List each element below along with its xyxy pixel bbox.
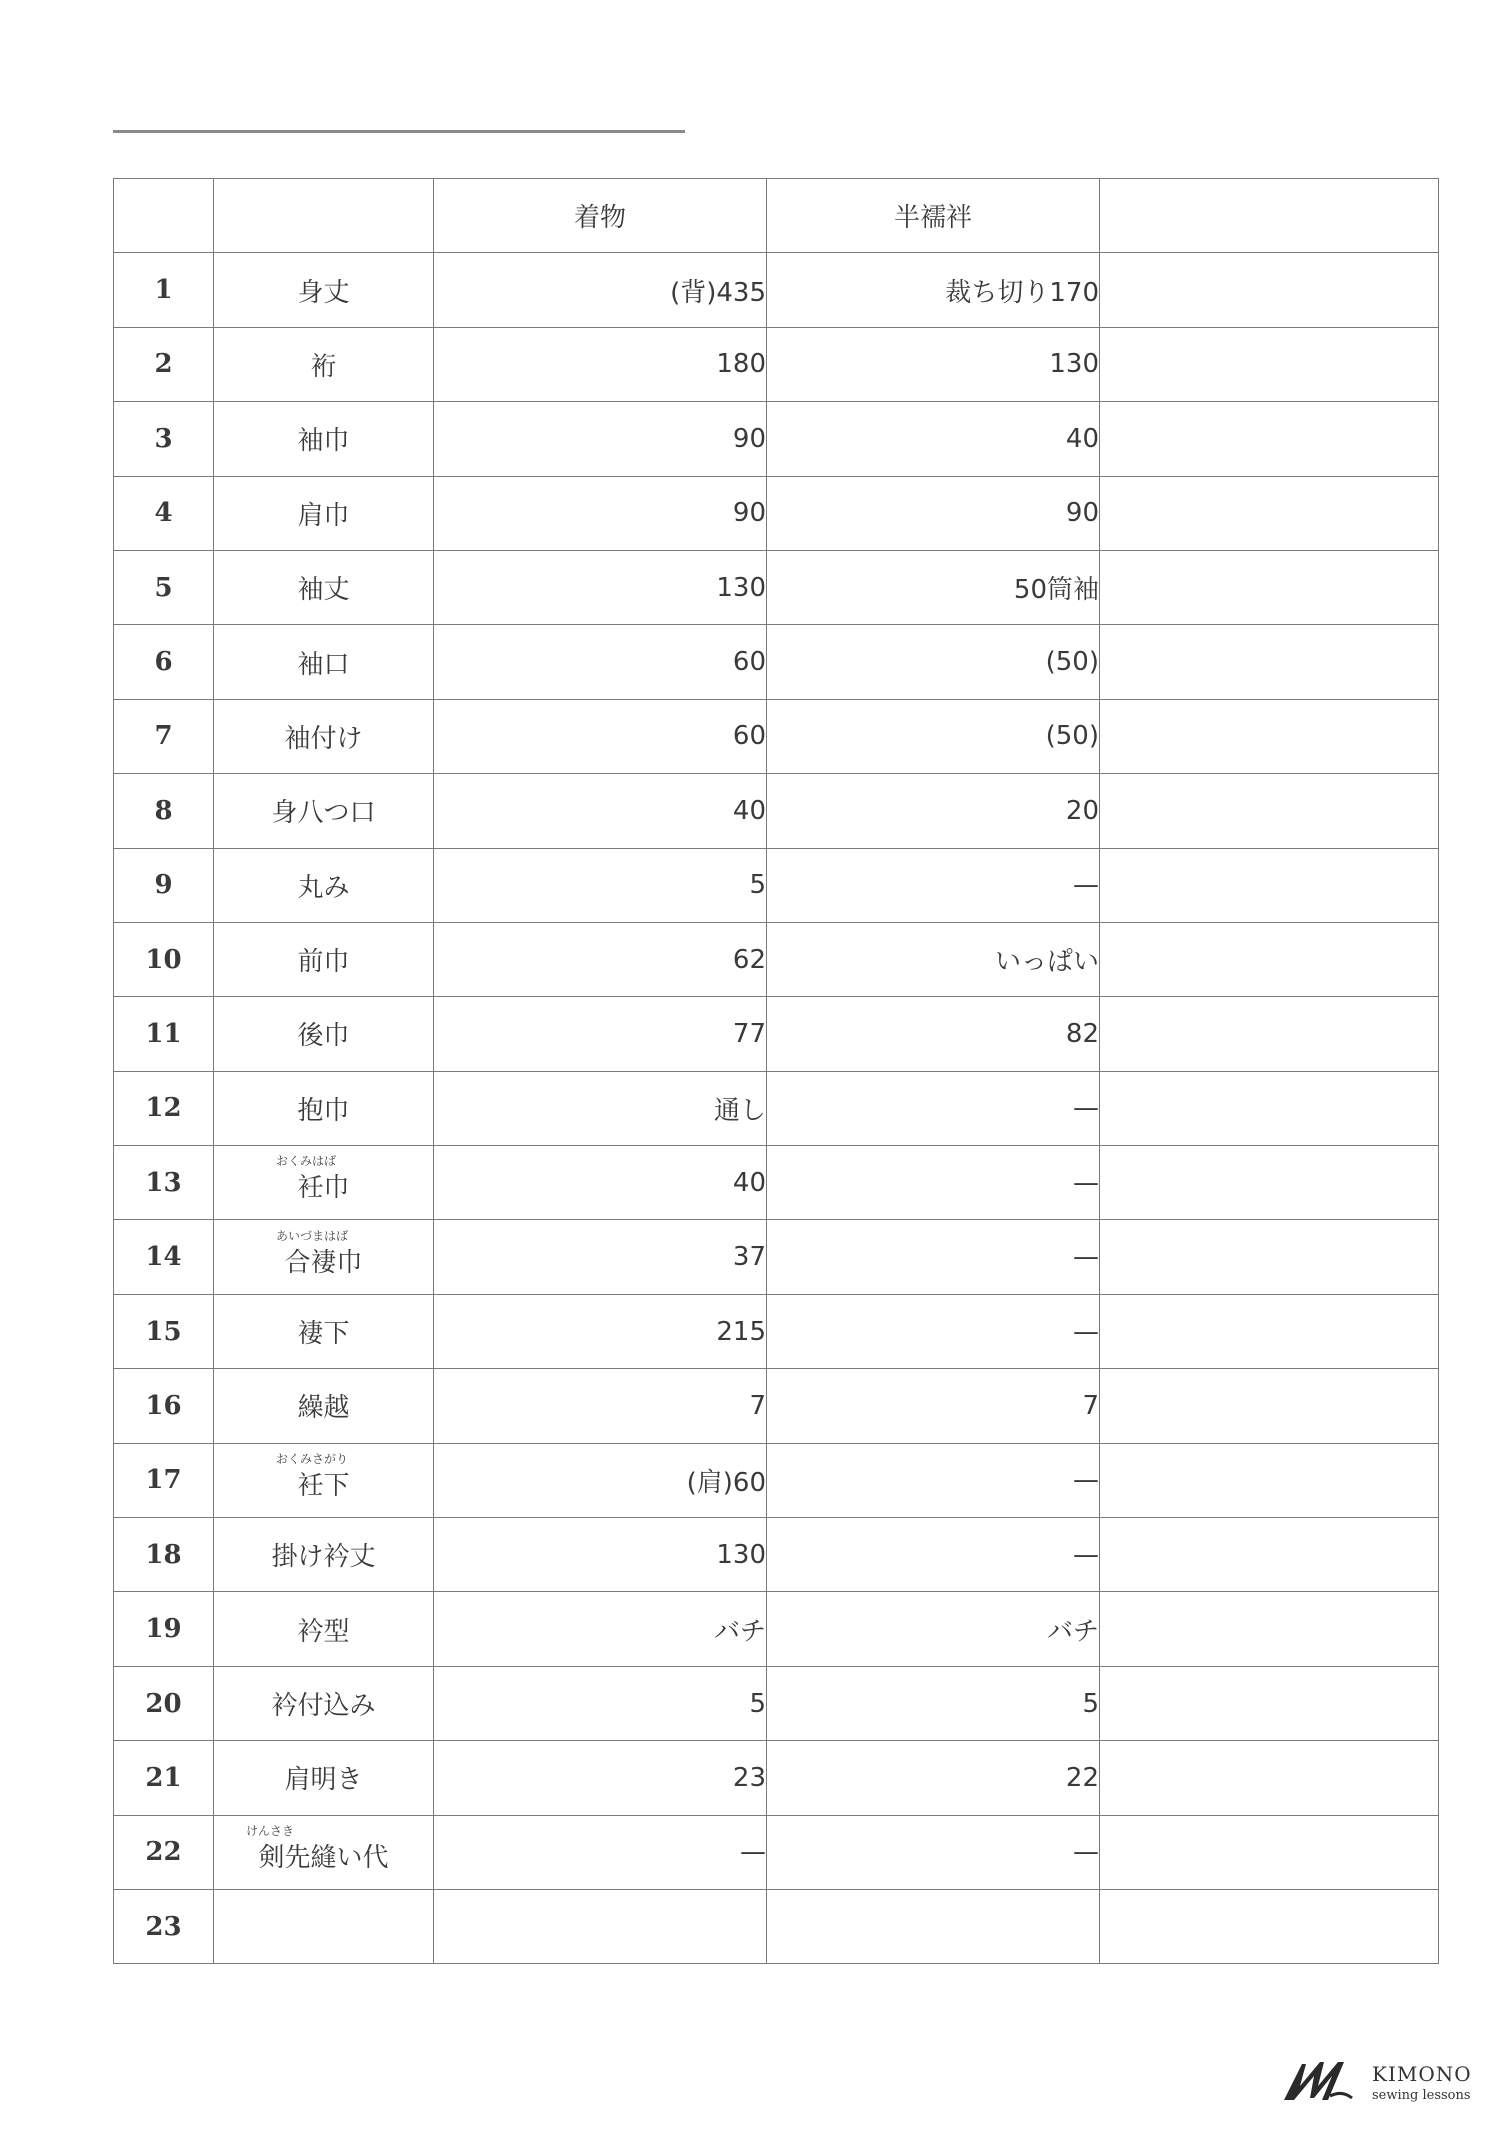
item-label: 衽巾 — [297, 1173, 350, 1204]
table-row — [114, 1443, 1439, 1517]
row-number: 13 — [114, 1146, 214, 1220]
row-number: 10 — [114, 922, 214, 996]
juban-value: — — [767, 1071, 1100, 1145]
table-row — [114, 1666, 1439, 1740]
item-label: 剣先縫い代 — [258, 1842, 389, 1873]
item-label: 肩巾 — [297, 500, 350, 531]
juban-value: — — [767, 1443, 1100, 1517]
table-row — [114, 997, 1439, 1071]
empty-cell — [1100, 1815, 1439, 1889]
row-number: 8 — [114, 774, 214, 848]
item-label: 褄下 — [297, 1319, 350, 1350]
juban-value — [767, 1889, 1100, 1963]
empty-cell — [1100, 774, 1439, 848]
empty-cell — [1100, 402, 1439, 476]
item-label: 身丈 — [297, 277, 350, 308]
juban-value: — — [767, 848, 1100, 922]
row-number: 21 — [114, 1741, 214, 1815]
kimono-value: 130 — [434, 550, 767, 624]
kimono-value: 60 — [434, 625, 767, 699]
empty-cell — [1100, 699, 1439, 773]
table-row — [114, 1889, 1439, 1963]
logo-brand-text: KIMONO — [1372, 2062, 1472, 2086]
row-number: 22 — [114, 1815, 214, 1889]
item-label: 裄 — [310, 351, 337, 382]
item-name — [214, 922, 434, 996]
juban-value: 7 — [767, 1369, 1100, 1443]
item-name — [214, 1294, 434, 1368]
item-label: 丸み — [297, 872, 350, 903]
juban-value: — — [767, 1146, 1100, 1220]
kimono-value: 130 — [434, 1518, 767, 1592]
kimono-value: — — [434, 1815, 767, 1889]
juban-value: 40 — [767, 402, 1100, 476]
item-name — [214, 1369, 434, 1443]
juban-value: — — [767, 1518, 1100, 1592]
item-label: 袖丈 — [297, 575, 350, 606]
row-number: 14 — [114, 1220, 214, 1294]
juban-value: — — [767, 1815, 1100, 1889]
row-number: 6 — [114, 625, 214, 699]
table-row — [114, 1369, 1439, 1443]
kimono-value: 40 — [434, 1146, 767, 1220]
table-row — [114, 625, 1439, 699]
table-row — [114, 1815, 1439, 1889]
juban-value: 90 — [767, 476, 1100, 550]
juban-value: 20 — [767, 774, 1100, 848]
table-row — [114, 327, 1439, 401]
kimono-value: (背)435 — [434, 253, 767, 327]
table-row — [114, 1592, 1439, 1666]
table-row — [114, 253, 1439, 327]
header-kimono: 着物 — [434, 179, 767, 253]
item-name — [214, 327, 434, 401]
juban-value: (50) — [767, 625, 1100, 699]
item-ruby: あいづまはば — [276, 1228, 349, 1243]
row-number: 12 — [114, 1071, 214, 1145]
kimono-value — [434, 1889, 767, 1963]
empty-cell — [1100, 625, 1439, 699]
row-number: 9 — [114, 848, 214, 922]
empty-cell — [1100, 550, 1439, 624]
item-name — [214, 848, 434, 922]
title-underline — [113, 130, 685, 133]
row-number: 1 — [114, 253, 214, 327]
table-row — [114, 774, 1439, 848]
row-number: 5 — [114, 550, 214, 624]
empty-cell — [1100, 922, 1439, 996]
kimono-value: (肩)60 — [434, 1443, 767, 1517]
header-empty-cell — [1100, 179, 1439, 253]
juban-value: — — [767, 1220, 1100, 1294]
item-label: 袖付け — [284, 723, 363, 754]
brand-logo — [1280, 2050, 1480, 2110]
kimono-value: 90 — [434, 476, 767, 550]
empty-cell — [1100, 1889, 1439, 1963]
row-number: 18 — [114, 1518, 214, 1592]
header-juban: 半襦袢 — [767, 179, 1100, 253]
empty-cell — [1100, 1518, 1439, 1592]
empty-cell — [1100, 1146, 1439, 1220]
row-number: 23 — [114, 1889, 214, 1963]
kimono-value: バチ — [434, 1592, 767, 1666]
juban-value: — — [767, 1294, 1100, 1368]
item-label: 衿付込み — [271, 1691, 376, 1721]
item-name — [214, 1592, 434, 1666]
kimono-value: 180 — [434, 327, 767, 401]
empty-cell — [1100, 1369, 1439, 1443]
item-name — [214, 1146, 434, 1220]
empty-cell — [1100, 1741, 1439, 1815]
item-name — [214, 253, 434, 327]
empty-cell — [1100, 1294, 1439, 1368]
item-ruby: おくみさがり — [276, 1451, 349, 1466]
juban-value: 50筒袖 — [767, 550, 1100, 624]
header-item-cell — [214, 179, 434, 253]
item-label: 後巾 — [297, 1021, 350, 1052]
juban-value: いっぱい — [767, 922, 1100, 996]
item-name — [214, 1889, 434, 1963]
item-name — [214, 625, 434, 699]
row-number: 3 — [114, 402, 214, 476]
empty-cell — [1100, 997, 1439, 1071]
item-label: 袖巾 — [297, 426, 350, 457]
item-label: 衿型 — [297, 1616, 350, 1647]
item-label: 衽下 — [297, 1470, 350, 1501]
table-row — [114, 1220, 1439, 1294]
row-number: 4 — [114, 476, 214, 550]
kimono-value: 77 — [434, 997, 767, 1071]
juban-value: 22 — [767, 1741, 1100, 1815]
item-label: 抱巾 — [297, 1095, 350, 1126]
empty-cell — [1100, 1071, 1439, 1145]
table-row — [114, 1146, 1439, 1220]
empty-cell — [1100, 848, 1439, 922]
empty-cell — [1100, 1443, 1439, 1517]
juban-value: 5 — [767, 1666, 1100, 1740]
juban-value: バチ — [767, 1592, 1100, 1666]
kimono-value: 62 — [434, 922, 767, 996]
empty-cell — [1100, 327, 1439, 401]
row-number: 20 — [114, 1666, 214, 1740]
item-label: 繰越 — [297, 1393, 350, 1424]
empty-cell — [1100, 253, 1439, 327]
table-row — [114, 476, 1439, 550]
item-name — [214, 550, 434, 624]
item-label: 袖口 — [297, 649, 350, 680]
table-row — [114, 1518, 1439, 1592]
logo-tagline: sewing lessons — [1372, 2088, 1471, 2103]
item-name — [214, 774, 434, 848]
item-ruby: おくみはば — [276, 1154, 337, 1169]
item-name — [214, 1443, 434, 1517]
item-name — [214, 476, 434, 550]
measurement-table — [113, 178, 1439, 1964]
kimono-value: 60 — [434, 699, 767, 773]
empty-cell — [1100, 1592, 1439, 1666]
table-row — [114, 402, 1439, 476]
juban-value: (50) — [767, 699, 1100, 773]
row-number: 7 — [114, 699, 214, 773]
item-name — [214, 1815, 434, 1889]
item-name — [214, 997, 434, 1071]
kimono-value: 通し — [434, 1071, 767, 1145]
logo-mark-icon — [1280, 2056, 1370, 2106]
kimono-value: 7 — [434, 1369, 767, 1443]
kimono-value: 5 — [434, 1666, 767, 1740]
item-label: 肩明き — [284, 1765, 363, 1796]
table-row — [114, 550, 1439, 624]
row-number: 16 — [114, 1369, 214, 1443]
kimono-value: 215 — [434, 1294, 767, 1368]
juban-value: 130 — [767, 327, 1100, 401]
table-row — [114, 848, 1439, 922]
empty-cell — [1100, 476, 1439, 550]
kimono-value: 90 — [434, 402, 767, 476]
kimono-value: 37 — [434, 1220, 767, 1294]
table-row — [114, 1071, 1439, 1145]
row-number: 17 — [114, 1443, 214, 1517]
item-ruby: けんさき — [246, 1823, 295, 1838]
table-row — [114, 1741, 1439, 1815]
item-name — [214, 1071, 434, 1145]
item-name — [214, 1220, 434, 1294]
item-name — [214, 402, 434, 476]
item-name — [214, 699, 434, 773]
table-row — [114, 1294, 1439, 1368]
empty-cell — [1100, 1220, 1439, 1294]
item-name — [214, 1741, 434, 1815]
header-num-cell — [114, 179, 214, 253]
row-number: 2 — [114, 327, 214, 401]
table-row — [114, 699, 1439, 773]
kimono-value: 5 — [434, 848, 767, 922]
row-number: 15 — [114, 1294, 214, 1368]
item-label: 前巾 — [297, 947, 350, 978]
item-label: 合褄巾 — [284, 1247, 363, 1278]
row-number: 19 — [114, 1592, 214, 1666]
juban-value: 裁ち切り170 — [767, 253, 1100, 327]
kimono-value: 23 — [434, 1741, 767, 1815]
table-row — [114, 922, 1439, 996]
item-label: 身八つ口 — [271, 798, 376, 829]
item-name — [214, 1666, 434, 1740]
header-row — [114, 179, 1439, 253]
item-label: 掛け衿丈 — [271, 1542, 376, 1573]
item-name — [214, 1518, 434, 1592]
empty-cell — [1100, 1666, 1439, 1740]
juban-value: 82 — [767, 997, 1100, 1071]
kimono-value: 40 — [434, 774, 767, 848]
row-number: 11 — [114, 997, 214, 1071]
